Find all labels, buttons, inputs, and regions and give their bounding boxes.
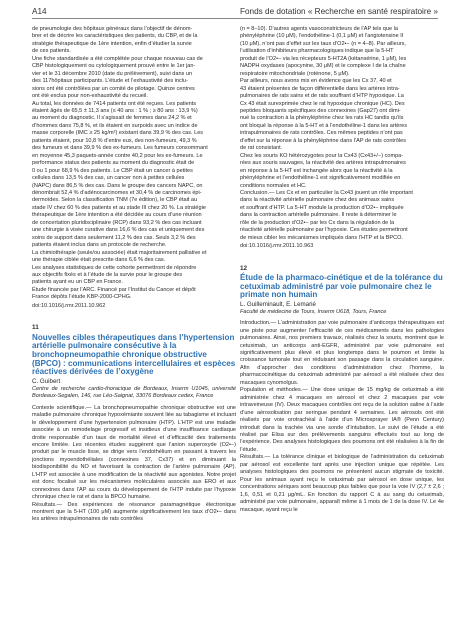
body-line: une chirurgie à visée curative dans 16,6 % des cas et uniquement des — [32, 227, 205, 234]
body-line: ont été exclus pour non-exhaustivité du recueil. — [32, 93, 148, 100]
body-line: brer et de décrire les caractéristiques des patients, du CBP, et de la — [32, 33, 198, 40]
body-line: masse corporelle (IMC ≥ 25 kg/m²) existant dans 39,9 % des cas. Les — [32, 130, 204, 137]
article-affiliation: Centre de recherche cardio-thoracique de Bordeaux, Inserm U1045, université Bordeaux-Segalen, 146, rue Léo-Saignat, 33076 Bordeaux cedex, France — [32, 385, 236, 400]
body-line: au moment du diagnostic. Il s’agissait de femmes dans 24,2 % et — [32, 115, 192, 122]
body-line: Par ailleurs, nous avons mis en évidence que les Cx 37, 40 et — [240, 78, 392, 85]
body-line: peptides bloquants spécifiques des connexines (Gap27) ont dimi- — [240, 107, 401, 114]
body-line: Étude financée par l’ARC. Financé par l’Institut du Cancer et dépôt — [32, 286, 196, 293]
body-line: 43 étaient présentes de façon différentielle dans les artères intra- — [240, 85, 400, 92]
body-line: phényléphrine et l’endothéline-1 est significativement modifiée en — [240, 175, 401, 182]
body-line: patients étaient inclus dans un protocole de recherche. — [32, 242, 167, 249]
body-line: CBP histologiquement ou cytologiquement prouvé entre le 1er jan- — [32, 63, 196, 70]
body-line: patients ayant eu un CBP en France. — [32, 279, 123, 286]
body-line: sions ont été contrôlées par un comité de pilotage. Quinze centres — [32, 85, 195, 92]
body-line: (NAPC) dans 86,5 % des cas. Dans le groupe des cancers NAPC, on — [32, 182, 203, 189]
article-affiliation: Faculté de médecine de Tours, Inserm U618, Tours, France — [240, 308, 387, 315]
body-line: des 117hôpitaux participants. L’étude et l’exhaustivité des inclu- — [32, 78, 188, 85]
body-line: intrapulmonaires de rats contrôles. Ces mêmes peptides n’ont pas — [240, 130, 403, 137]
body-line: une thérapie ciblée était prescrite dans 6,6 % des cas. — [32, 257, 166, 264]
body-line: (n = 8–10). D’autres agents vasoconstricteurs de l’AP tels que la — [240, 26, 398, 32]
body-line: cellules dans 13,5 % des cas, un cancer non à petites cellules — [32, 175, 185, 182]
body-line: dans la réactivité artérielle pulmonaire chez des animaux sains — [240, 197, 395, 204]
body-line: NADPH oxydases (apocynine, 30 μM) et le complexe I de la chaîne — [240, 63, 406, 70]
right-column — [240, 26, 444, 514]
article-title: Étude de la pharmaco-cinétique et de la tolérance du cetuximab administré par voie pulmonaire chez le primate non humain — [240, 273, 443, 300]
body-line: Chez les souris KO hétérozygotes pour la Cx43 (Cx43+/−) compa- — [240, 152, 404, 159]
body-line: dermoïdes. Selon la classification TNM (7e édition), le CBP était au — [32, 197, 198, 204]
body-line: de pneumologie des hôpitaux généraux dans l’objectif de dénom- — [32, 26, 193, 32]
body-line: La chimiothérapie (seule/ou associée) était majoritairement palliative et — [32, 249, 207, 256]
body-line: étaient âgés de 65,5 ± 11,3 ans (≤ 40 ans : 1 % ; ≥ 80 ans : 13,9 %) — [32, 107, 198, 114]
article-authors: L. Guilleminault, E. Lemarié — [240, 301, 317, 309]
body-line: respiratoire mitochondriale (roténone, 5 μM). — [240, 70, 350, 77]
body-line: Au total, les données de 7414 patients ont été reçues. Les patients — [32, 100, 197, 107]
doi-link[interactable]: doi:10.1016/j.rmr.2011.10.963 — [240, 243, 314, 250]
body-line: réactivité artérielle pulmonaire par l’hypoxie. Ces études permettront — [240, 227, 408, 234]
article-paragraph: Introduction.— L’administration par voie pulmonaire d’anticorps thérapeutiques est une piste pour augmenter l’efficacité de ces médicaments dans les pathologies pulmonaires. Ainsi, nos premiers travaux, réalisés chez la souris, montrent que le cetuximab, un anticorps anti-EGFR, administré par voie pulmonaire est significativement plus élevé et plus longtemps dans le poumon et limite la croissance tumorale tout en réduisant son passage dans la circulation sanguine. Afin d’approcher des conditions d’administration chez l’homme, la pharmacocinétique du cetuximab administré par aérosol a été réalisée chez des macaques cynomolgus. — [240, 320, 444, 386]
body-line: Cx 43 était surexprimée chez le rat hypoxique chronique (HC). Des — [240, 100, 405, 107]
body-line: phényléphrine (10 μM), l’endothéline-1 (0,1 μM) et l’angiotensine II — [240, 33, 404, 40]
header-rule — [32, 18, 438, 19]
article-title: Nouvelles cibles thérapeutiques dans l’hypertension artérielle pulmonaire consécutive à la bronchopneumopathie chronique obstructive (BPCO) : communications intercellulaires et espèces réactives dérivées de l’oxygène — [32, 332, 236, 377]
body-line: stratégie thérapeutique de 1ère intention, enfin d’étudier la survie — [32, 40, 192, 47]
article-number: 11 — [32, 324, 39, 332]
body-line: en moyenne 45,3 paquets-année contre 40,2 pour les ex-fumeurs. Le — [32, 152, 203, 159]
body-line: soins de support dans seulement 11,2 % des cas. Seuls 3,2 % des — [32, 234, 196, 241]
body-line: patients étaient, pour 10,8 % d’entre eux, des non-fumeurs, 49,3 % — [32, 137, 197, 144]
article-paragraph: Résultats.— Des expériences de résonance paramagnétique électronique montrent que la 5-HT (100 μM) augmente significativement les taux d’O2•− dans les artères intrapulmonaires de rats contrôles — [32, 501, 236, 523]
article-number: 12 — [240, 264, 248, 272]
body-line: conditions normales et HC. — [240, 182, 307, 189]
body-line: rées aux souris sauvages, la réactivité des artères intrapulmonaires — [240, 160, 406, 167]
body-line: dénombrait 52,4 % d’adénocarcinomes et 30,4 % de carcinomes épi- — [32, 189, 202, 196]
body-line: nué la contraction à la phényléphrine chez les rats HC tandis qu’ils — [240, 115, 404, 122]
article-paragraph: Population et méthodes.— Une dose unique de 15 mg/kg de cetuximab a été administrée chez 4 macaques en aérosol et chez 2 macaques par voie intraveineuse (IV). Deux macaques contrôles ont reçu de la solution saline à l’aide d’une aérosolisation par seringue pendant 4 semaines. Les aérosols ont été réalisés par voie orotrachéal à l’aide d’un Microsprayer IA® (Penn Century) introduit dans la trachée via une sonde d’intubation. Le suivi de l’étude a été réalisé par Elisa sur des prélèvements sanguins effectués tout au long de l’expérience. Des analyses histologiques des poumons ont été réalisées à la fin de l’étude. — [240, 387, 444, 453]
body-line: ont bloqué la réponse à la 5-HT et à l’endothéline-1 dans les artères — [240, 122, 408, 129]
body-line: dans la contraction artérielle pulmonaire. Il reste à déterminer le — [240, 212, 397, 219]
body-line: vier et le 31 décembre 2010 (date du prélèvement), suivi dans un — [32, 70, 193, 77]
body-line: 0 ou 1 pour 68,9 % des patients. Le CBP était un cancer à petites — [32, 167, 193, 174]
body-line: d’effet sur la réponse à la phényléphrine dans l’AP de rats contrôles — [240, 137, 406, 144]
article-author: C. Guibert — [32, 378, 61, 386]
body-line: Les analyses statistiques de cette cohorte permettront de répondre — [32, 264, 197, 271]
article-paragraph: Résultats.— La tolérance clinique et biologique de l’administration du cetuximab par aérosol est excellente tant après une injection unique que répétée. Les analyses histologiques des poumons ne présentent aucun stigmate de toxicité. Pour les animaux ayant reçu le cetuximab par aérosol en dose unique, les concentrations sériques sont beaucoup plus faibles que pour la voie IV (2,7 ± 2,6 ; 1,6, 0,51 et 0,21 μg/mL. En fonction du rapport C à au sang du cetuximab, administré par voie pulmonaire, apparaît même à 1 mois de 1 de la dose IV. Le 4e macaque, ayant reçu le — [240, 454, 444, 513]
body-line: Une fiche standardisée a été complétée pour chaque nouveau cas de — [32, 55, 203, 62]
page-number: A14 — [32, 7, 47, 16]
body-line: thérapeutique de 1ère intention a été décidée au cours d’une réunion — [32, 212, 202, 219]
body-line: produit de l’O2•− via les récepteurs 5-HT2A (kétansérine, 1 μM), les — [240, 55, 407, 62]
body-line: de concertation pluridisciplinaire (RCP) dans 93,2 % des cas incluant — [32, 219, 202, 226]
body-line: de mieux cibler les mécanismes impliqués dans l’HTP et la BPCO. — [240, 234, 403, 241]
body-line: l’utilisation d’inhibiteurs pharmacologiques indique que la 5-HT — [240, 48, 394, 55]
body-line: pulmonaires de rats sains et de rats souffrant d’HTP hypoxique. La — [240, 93, 404, 100]
body-line: stade IV chez 60 % des patients et au stade III chez 20 %. La stratégie — [32, 204, 206, 211]
body-line: de ces patients. — [32, 48, 71, 55]
body-line: Conclusion.— Les Cx et en particulier la Cx43 jouent un rôle important — [240, 189, 413, 196]
running-title: Fonds de dotation « Recherche en santé respiratoire » — [240, 7, 438, 16]
body-line: en réponse à la 5-HT est inchangée alors que la réactivité à la — [240, 167, 393, 174]
body-line: rôle de la production d’O2•− par les Cx dans la régulation de la — [240, 219, 395, 226]
article-paragraph: Contexte scientifique.— La bronchopneumopathie chronique obstructive est une maladie pulmonaire chronique hypoxémiante souvent liée au tabagisme et incluant le développement d’une hypertension pulmonaire (HTP). L’HTP est une maladie associée à un remodelage progressif et insidieux d’une insuffisance cardiaque droite responsable d’un taux de mortalité élevé et d’efficacité des traitements encore limitée. Les récentes études suggèrent que l’anion superoxyde (O2•−) produit par le muscle lisse, se dirige vers l’endothélium en passant à travers les jonctions myoendothéliales (connexines 37, Cx37) et en diminuant la biodisponibilité du NO et favorisant la contraction de l’artère pulmonaire (AP). L’HTP est associée à une modification de la réactivité aux agonistes. Notre projet est donc focalisé sur les mécanismes moléculaires associés aux ERO et aux connexines dans l’AP au cours du développement de l’HTP induite par l’hypoxie chronique chez le rat et dans la BPCO humaine. — [32, 404, 236, 501]
body-line: d’hommes dans 75,8 %, et ils étaient en surpoids avec un indice de — [32, 122, 198, 129]
doi-link[interactable]: doi:10.1016/j.rmr.2011.10.962 — [32, 302, 106, 309]
body-line: des fumeurs et dans 39,9 % des ex-fumeurs. Les fumeurs consommant — [32, 145, 208, 152]
body-line: et souffrant d’HTP. La 5-HT module la production d’O2•− impliquée — [240, 204, 404, 211]
body-line: de rat consistant. — [240, 145, 283, 152]
left-column — [32, 26, 236, 524]
body-line: performance status des patients au moment du diagnostic était de — [32, 160, 195, 167]
body-line: aux objectifs fixés et à l’étude de la survie pour le groupe des — [32, 271, 183, 278]
body-line: France dépôts l’étude KBP-2000-CPHG. — [32, 294, 132, 301]
body-line: (10 μM), n’ont pas d’effet sur les taux d’O2•− (n = 4–8). Par ailleurs, — [240, 40, 406, 47]
